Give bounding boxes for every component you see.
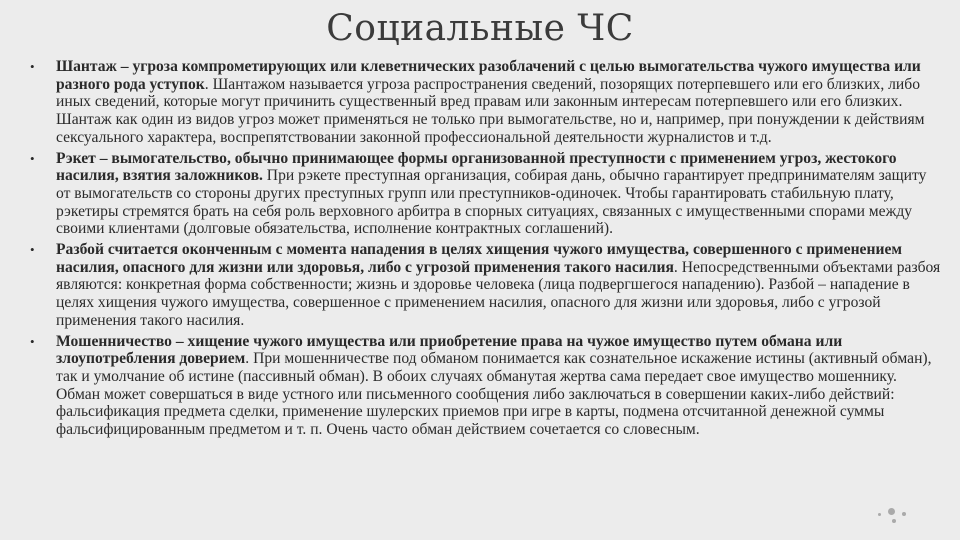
bullet-marker: • <box>30 59 35 74</box>
bullet-item-blackmail <box>30 58 942 147</box>
decor-dot <box>878 513 881 516</box>
bullet-term: Рэкет – вымогательство, обычно принимающее формы организованной преступности с применением угроз, жестокого насилия, взятия заложников. <box>56 149 897 185</box>
bullet-item-fraud <box>30 333 942 439</box>
bullet-term: Мошенничество – хищение чужого имущества или приобретение права на чужое имущество путем обмана или злоупотребления доверием <box>56 332 843 368</box>
bullet-item-robbery <box>30 241 942 330</box>
decorative-dots <box>878 508 908 528</box>
decor-dot <box>902 512 906 516</box>
slide-title: Социальные ЧС <box>326 8 634 49</box>
bullet-marker: • <box>30 150 35 166</box>
bullet-text: . Шантажом называется угроза распространения сведений, позорящих потерпевшего или его близких, либо иных сведений, которые могут причинить существенный вред правам или законным интересам потерпевшего или его близких. Шантаж как один из видов угроз может применяться не только при вымогательстве, но и, например, при понуждении к действиям сексуального характера, воспрепятствовании законной профессиональной деятельности журналистов и т.д. <box>56 75 925 146</box>
decor-dot <box>888 508 895 515</box>
decor-dot <box>892 519 896 523</box>
bullet-item-racket <box>30 150 942 239</box>
bullet-text: . При мошенничестве под обманом понимается как сознательное искажение истины (активный обман), так и умолчание об истине (пассивный обман). В обоих случаях обманутая жертва сама передает свое имущество мошеннику. Обман может совершаться в виде устного или письменного сообщения либо заключаться в совершении каких-либо действий: фальсификация предмета сделки, применение шулерских приемов при игре в карты, подмена отсчитанной денежной суммы фальсифицированным предметом и т. п. Очень часто обман действием сочетается со словесным. <box>56 350 932 439</box>
bullet-text: При рэкете преступная организация, собирая дань, обычно гарантирует предпринимателям защиту от вымогательств со стороны других преступных групп или преступников-одиночек. Чтобы гарантировать стабильную плату, рэкетиры стремятся брать на себя роль верховного арбитра в спорных ситуациях, связанных с имущественными спорами между своими клиентами (долговые обязательства, исполнение контрактных соглашений). <box>56 167 927 238</box>
bullet-text: . Непосредственными объектами разбоя являются: конкретная форма собственности; жизнь и здоровье человека (лица подвергшегося нападению). Разбой – нападение в целях хищения чужого имущества, совершенное с применением насилия, опасного для жизни или здоровья, либо с угрозой применения такого насилия. <box>56 258 941 329</box>
bullet-marker: • <box>30 242 35 258</box>
bullet-marker: • <box>30 333 35 349</box>
bullet-term: Шантаж – угроза компрометирующих или клеветнических разоблачений с целью вымогательства чужого имущества или разного рода уступок <box>56 58 921 93</box>
slide-content <box>30 58 942 442</box>
bullet-term: Разбой считается оконченным с момента нападения в целях хищения чужого имущества, совершенного с применением насилия, опасного для жизни или здоровья, либо с угрозой применения такого насилия <box>56 241 902 276</box>
